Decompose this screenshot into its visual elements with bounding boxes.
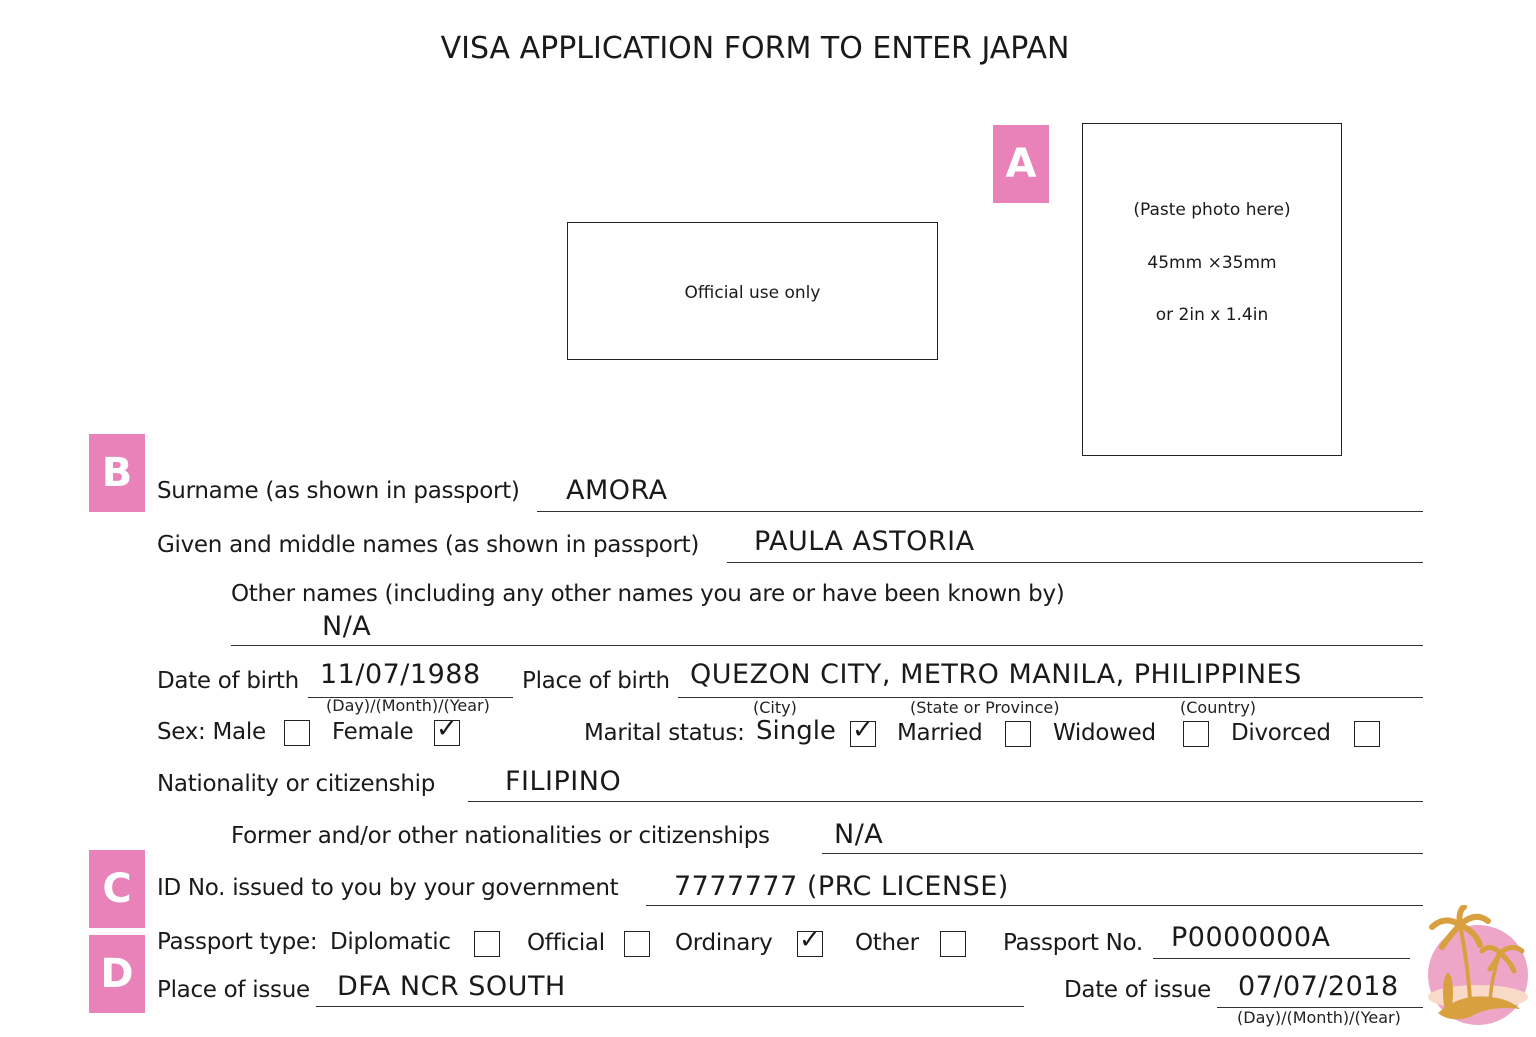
id-no-line [646,905,1423,906]
diplomatic-label: Diplomatic [330,929,451,955]
place-of-issue-label: Place of issue [157,977,310,1003]
official-checkbox[interactable] [624,931,650,957]
single-checkbox[interactable] [850,715,876,747]
sex-male-label: Sex: Male [157,719,266,745]
other-names-line [231,645,1423,646]
married-label: Married [897,720,983,746]
section-c-tag: C [89,850,145,928]
other-checkbox[interactable] [940,931,966,957]
given-names-line [727,562,1423,563]
pob-label: Place of birth [522,668,670,694]
check-icon: ✓ [852,715,874,745]
official-use-box [567,222,938,360]
nationality-line [468,801,1423,802]
check-icon: ✓ [799,925,821,955]
other-label: Other [855,930,919,956]
nationality-label: Nationality or citizenship [157,771,436,797]
photo-size-in: or 2in x 1.4in [1155,305,1269,325]
married-checkbox[interactable] [1005,721,1031,747]
photo-box [1082,123,1342,456]
photo-size-mm: 45mm ×35mm [1147,253,1277,273]
widowed-label: Widowed [1053,720,1156,746]
photo-instruction: (Paste photo here) [1133,200,1291,220]
ordinary-label: Ordinary [675,930,773,956]
form-title: VISA APPLICATION FORM TO ENTER JAPAN [440,31,1070,66]
pob-hint-state: (State or Province) [910,698,1060,717]
date-of-issue-label: Date of issue [1064,977,1211,1003]
surname-line [537,511,1423,512]
id-no-value[interactable]: 7777777 (PRC LICENSE) [674,871,1009,902]
sex-female-label: Female [332,719,414,745]
other-names-label: Other names (including any other names you are or have been known by) [231,581,1065,607]
given-names-value[interactable]: PAULA ASTORIA [754,526,975,557]
former-nationality-label: Former and/or other nationalities or citizenships [231,823,770,849]
place-of-issue-line [316,1006,1024,1007]
pob-hint-country: (Country) [1180,698,1257,717]
section-a-tag: A [993,125,1049,203]
male-checkbox[interactable] [284,720,310,746]
marital-status-label: Marital status: [584,720,745,746]
date-of-issue-value[interactable]: 07/07/2018 [1238,971,1399,1002]
widowed-checkbox[interactable] [1183,721,1209,747]
dob-value[interactable]: 11/07/1988 [320,659,481,690]
ordinary-checkbox[interactable] [797,925,823,957]
diplomatic-checkbox[interactable] [474,931,500,957]
former-nationality-line [822,853,1423,854]
passport-no-label: Passport No. [1003,930,1143,956]
single-label: Single [756,716,836,746]
place-of-issue-value[interactable]: DFA NCR SOUTH [337,971,566,1002]
divorced-checkbox[interactable] [1354,721,1380,747]
passport-type-label: Passport type: [157,929,318,955]
other-names-value[interactable]: N/A [322,611,372,642]
divorced-label: Divorced [1231,720,1331,746]
surname-value[interactable]: AMORA [566,475,668,506]
surname-label: Surname (as shown in passport) [157,478,520,504]
official-use-label: Official use only [684,283,821,303]
check-icon: ✓ [436,714,458,744]
section-b-tag: B [89,434,145,512]
palm-island-logo-icon [1420,905,1532,1030]
section-d-tag: D [89,935,145,1013]
nationality-value[interactable]: FILIPINO [505,766,622,797]
pob-value[interactable]: QUEZON CITY, METRO MANILA, PHILIPPINES [690,659,1302,690]
former-nationality-value[interactable]: N/A [834,819,884,850]
pob-hint-city: (City) [753,698,797,717]
dob-label: Date of birth [157,668,299,694]
official-label: Official [527,930,605,956]
passport-no-value[interactable]: P0000000A [1171,922,1331,953]
date-of-issue-hint: (Day)/(Month)/(Year) [1237,1008,1401,1027]
id-no-label: ID No. issued to you by your government [157,875,619,901]
given-names-label: Given and middle names (as shown in passport) [157,532,700,558]
female-checkbox[interactable] [434,714,460,746]
passport-no-line [1153,958,1410,959]
dob-hint: (Day)/(Month)/(Year) [326,696,490,715]
